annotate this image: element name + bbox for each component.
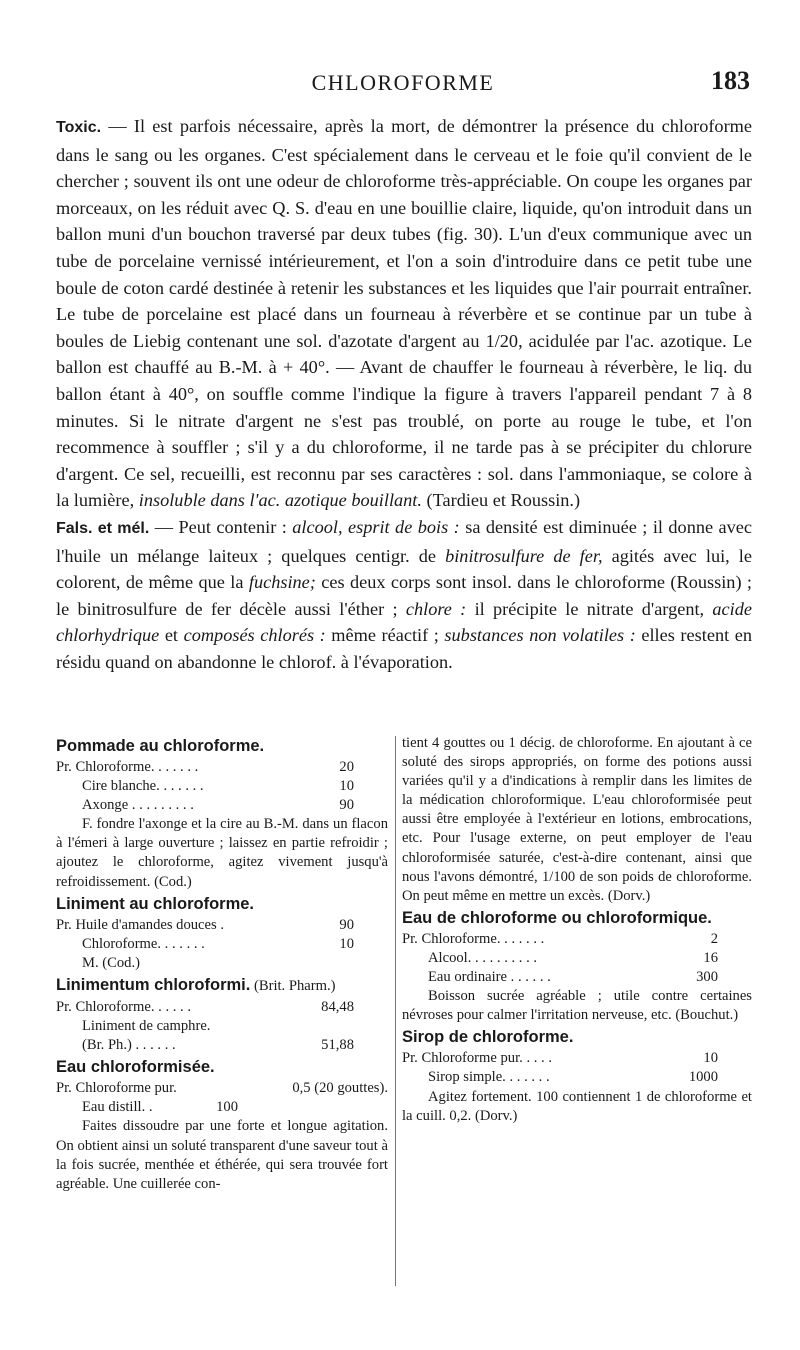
recipe-row xyxy=(56,916,388,935)
text-italic: substances non volatiles : xyxy=(444,625,636,646)
column-divider xyxy=(395,736,396,1286)
recipe-row xyxy=(56,758,388,777)
recipe-instructions-continued: tient 4 gouttes ou 1 décig. de chloroforme. En ajoutant à ce soluté des sirops appropriés, on forme des potions aussi variées qu'il y a d'indications à remplir dans les limites de la médication chloroformique. L'eau chloroformisée peut aussi être employée à l'extérieur en lotions, embrocations, etc. Pour l'usage externe, on peut employer de l'eau chloroformisée saturée, c'est-à-dire contenant, ainsi que nous l'avons démontré, 1/100 de son poids de chloroforme. On peut même en mettre un excès. (Dorv.) xyxy=(402,735,752,904)
ingredient-qty: 10 xyxy=(703,1050,718,1067)
text-run: même réactif ; xyxy=(325,625,445,646)
text-run: elles restent en résidu quand on abandonne le chlorof. à l'évaporation. xyxy=(56,625,752,672)
ingredient-qty: 51,88 xyxy=(321,1037,354,1054)
text-italic: chlore : xyxy=(405,598,467,619)
page-header xyxy=(56,66,750,100)
ingredient-name: Cire blanche. . . . . . . xyxy=(82,778,204,795)
text-italic: binitrosulfure de fer, xyxy=(445,545,603,566)
recipe-row xyxy=(56,998,388,1017)
ingredient-name: Chloroforme. . . . . . . xyxy=(82,935,205,952)
main-text xyxy=(56,113,752,675)
ingredient-name: Pr. Chloroforme. . . . . . . xyxy=(56,759,199,775)
ingredient-name: Liniment de camphre. xyxy=(82,1018,211,1035)
recipe-instructions: F. fondre l'axonge et la cire au B.-M. dans un flacon à l'émeri à large ouverture ; laissez en partie refroidir ; ajoutez le chloroforme, agitez vivement jusqu'à refroidissement. (Cod.) xyxy=(56,816,388,890)
recipe-row xyxy=(402,1068,752,1087)
section-head-toxic: Toxic. xyxy=(56,119,102,136)
title-source: (Brit. Pharm.) xyxy=(250,977,336,994)
ingredient-qty: 300 xyxy=(696,969,718,986)
ingredient-qty: 20 xyxy=(339,759,354,775)
recipe-row xyxy=(402,930,752,949)
text-run: et xyxy=(159,625,184,646)
title-text: Linimentum chloroformi. xyxy=(56,975,251,994)
ingredient-qty: 10 xyxy=(339,778,354,795)
recipe-row xyxy=(56,1098,388,1117)
ingredient-name: (Br. Ph.) . . . . . . xyxy=(82,1037,176,1054)
recipe-instructions: Agitez fortement. 100 contiennent 1 de chloroforme et la cuill. 0,2. (Dorv.) xyxy=(402,1088,752,1124)
recipe-row xyxy=(402,949,752,968)
recipe-row xyxy=(56,777,388,796)
ingredient-name: Axonge . . . . . . . . . xyxy=(82,797,194,814)
text-italic: composés chlorés : xyxy=(183,625,326,646)
recipe-title-eau-chloroformisee: Eau chloroformisée. xyxy=(56,1058,215,1077)
text-italic: insoluble dans l'ac. azotique bouillant. xyxy=(138,490,422,511)
ingredient-name: Alcool. . . . . . . . . . xyxy=(428,949,538,966)
text-run: — Il est parfois nécessaire, après la mort, de démontrer la présence du chloroforme dans le sang ou les organes. C'est spécialement dans le cerveau et le foie qu'il convient de le chercher ; souvent ils ont une odeur de chloroforme très-appréciable. On coupe les organes par morceaux, on les réduit avec Q. S. d'eau en une bouillie claire, liquide, qu'on introduit dans un ballon muni d'un bouchon traversé par deux tubes (fig. 30). L'un d'eux communique avec un tube de porcelaine vernissé intérieurement, et l'on a soin d'introduire dans ce petit tube une boule de coton cardé destinée à retenir les substances et les liquides que l'air pourrait entraîner. Le tube de porcelaine est placé dans un fourneau à réverbère et se continue par un tube à boules de Liebig contenant une sol. d'azotate d'argent au 1/20, acidulée par l'ac. azotique. Le ballon est chauffé au B.-M. à + 40°. — Avant de chauffer le fourneau à réverbère, le liq. du ballon étant à 40°, on souffle comme l'indique la figure à travers l'appareil pendant 7 à 8 minutes. Si le nitrate d'argent ne s'est pas troublé, on porte au rouge le tube, et l'on recommence à souffler ; s'il y a du chloroforme, il ne tarde pas à se précipiter du chlorure d'argent. Ce sel, recueilli, est reconnu par ses caractères : sol. dans l'ammoniaque, se colore à la lumière, xyxy=(56,116,752,511)
ingredient-name: Sirop simple. . . . . . . xyxy=(428,1069,550,1086)
recipe-title-pommade: Pommade au chloroforme. xyxy=(56,737,265,755)
text-run: — Peut contenir : xyxy=(149,516,293,537)
ingredient-name: Pr. Huile d'amandes douces . xyxy=(56,916,224,933)
recipe-title-eau-de-chloroforme: Eau de chloroforme ou chloroformique. xyxy=(402,908,712,927)
ingredient-qty: 16 xyxy=(703,949,718,966)
section-head-fals: Fals. et mél. xyxy=(56,519,150,537)
text-italic: acide chlorhydrique xyxy=(56,598,752,646)
ingredient-qty: 0,5 (20 gouttes). xyxy=(292,1080,388,1097)
paragraph-toxicology xyxy=(56,113,752,514)
right-column xyxy=(402,734,752,1126)
text-run: agités avec lui, le colorent, de même que la xyxy=(56,545,752,593)
ingredient-qty: 90 xyxy=(339,916,354,933)
recipe-row xyxy=(56,1079,388,1098)
ingredient-qty: 90 xyxy=(339,797,354,814)
text-run: (Tardieu et Roussin.) xyxy=(421,490,581,511)
recipe-row xyxy=(56,796,388,815)
text-run: sa densité est diminuée ; il donne avec l'huile un mélange laiteux ; quelques centigr. de xyxy=(56,516,753,566)
recipe-instructions: Boisson sucrée agréable ; utile contre certaines névroses pour calmer l'irritation nerveuse, etc. (Bouchut.) xyxy=(402,988,752,1024)
left-column xyxy=(56,734,388,1194)
two-column-section xyxy=(56,734,752,1294)
ingredient-name: Pr. Chloroforme pur. xyxy=(56,1080,177,1097)
recipe-title-liniment: Liniment au chloroforme. xyxy=(56,894,255,913)
ingredient-name: Eau distill. . xyxy=(82,1099,153,1116)
recipe-row xyxy=(402,1049,752,1068)
ingredient-qty: 1000 xyxy=(688,1069,718,1086)
ingredient-qty: 84,48 xyxy=(321,998,354,1015)
recipe-row xyxy=(402,968,752,987)
ingredient-name: Pr. Chloroforme pur. . . . . xyxy=(402,1050,552,1067)
ingredient-name: Pr. Chloroforme. . . . . . xyxy=(56,998,191,1015)
recipe-row xyxy=(56,935,388,954)
ingredient-name: Eau ordinaire . . . . . . xyxy=(428,969,551,986)
recipe-title-linimentum xyxy=(56,975,388,997)
running-head: CHLOROFORME xyxy=(311,70,495,95)
page-number: 183 xyxy=(711,66,750,95)
text-run: il précipite le nitrate d'argent, xyxy=(466,598,713,619)
text-italic: alcool, esprit de bois : xyxy=(292,516,460,537)
paragraph-falsification xyxy=(56,514,752,676)
recipe-row xyxy=(56,1017,388,1036)
recipe-row xyxy=(56,1036,388,1055)
recipe-title-sirop: Sirop de chloroforme. xyxy=(402,1028,574,1047)
ingredient-qty: 100 xyxy=(216,1099,238,1116)
text-italic: fuchsine; xyxy=(248,572,316,593)
recipe-source: M. (Cod.) xyxy=(82,954,140,971)
text-run: ces deux corps sont insol. dans le chloroforme (Roussin) ; le binitrosulfure de fer décèle aussi l'éther ; xyxy=(56,572,752,619)
recipe-instructions: Faites dissoudre par une forte et longue agitation. On obtient ainsi un soluté transparent d'une saveur tout à la fois sucrée, menthée et éthérée, qui sera trouvée fort agréable. Une cuillerée con- xyxy=(56,1118,388,1192)
ingredient-qty: 2 xyxy=(710,930,718,947)
ingredient-name: Pr. Chloroforme. . . . . . . xyxy=(402,930,545,947)
ingredient-qty: 10 xyxy=(339,935,354,952)
